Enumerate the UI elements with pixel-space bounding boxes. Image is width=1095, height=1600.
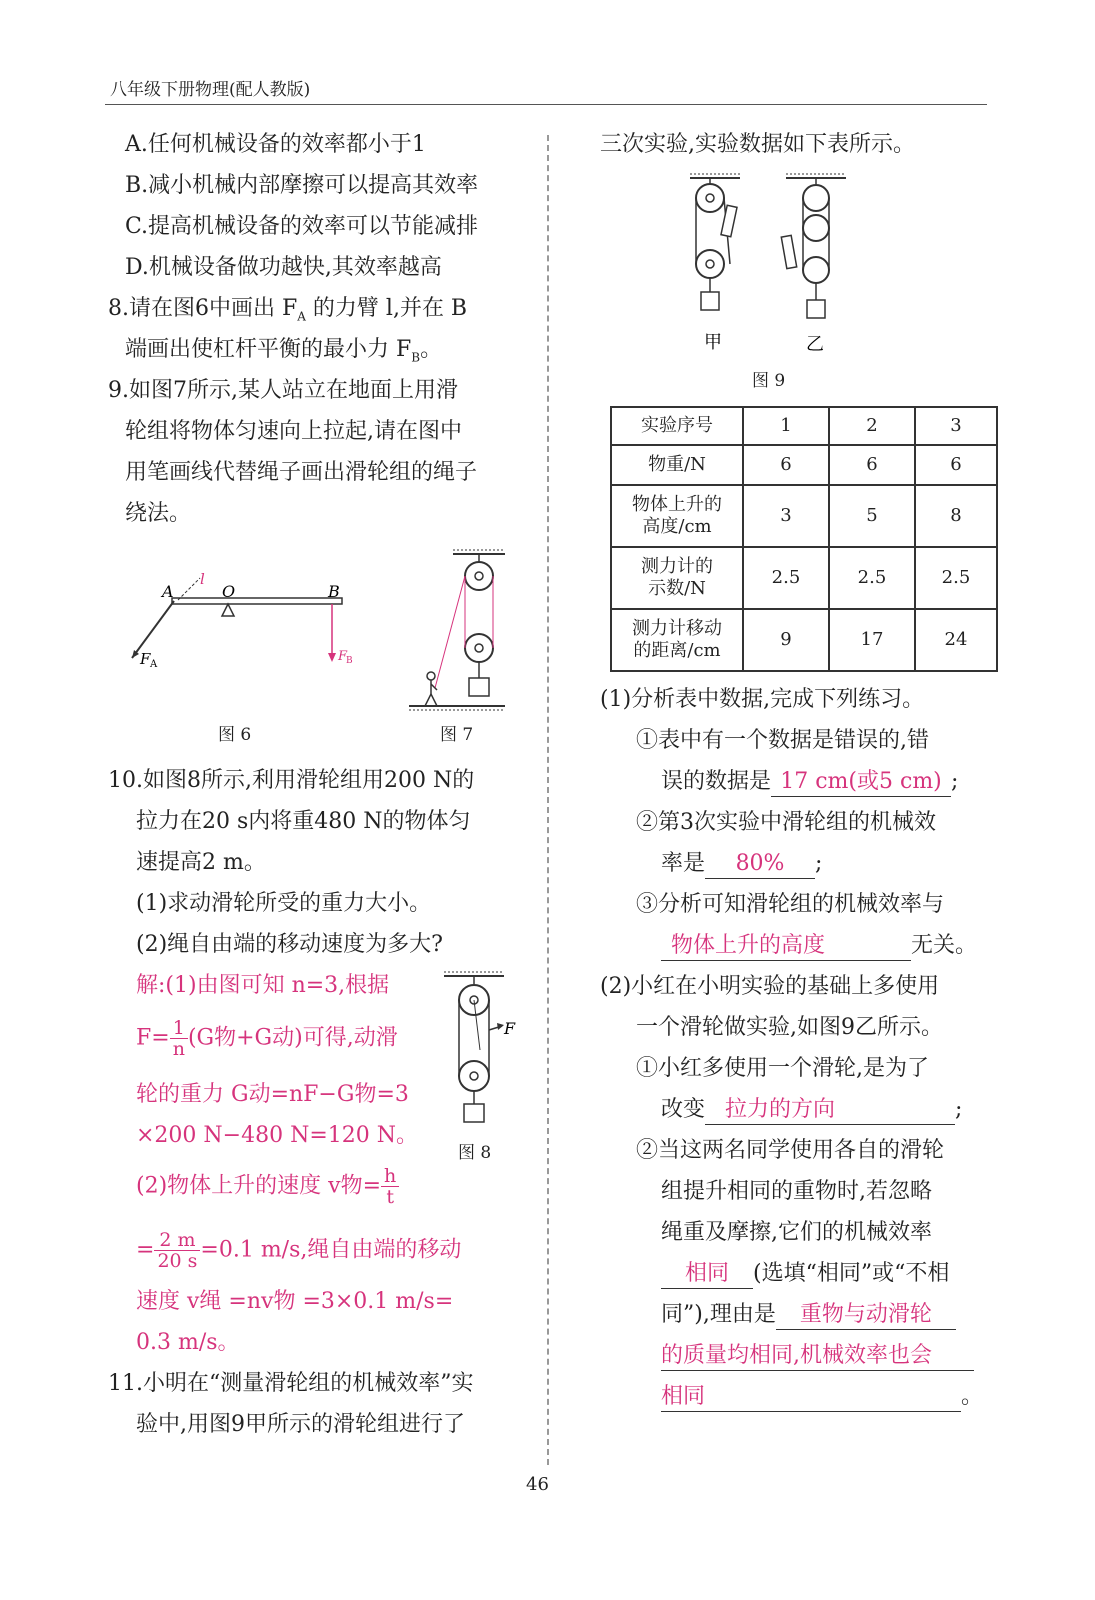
solution-line2: F= $\frac{1}{n}$ (G物+G动)可得,动滑 bbox=[136, 1017, 398, 1060]
part2-q1-line2: 改变 拉力的方向 ; bbox=[661, 1096, 962, 1125]
table-cell: 3 bbox=[743, 485, 829, 547]
column-divider bbox=[547, 135, 549, 1465]
answer-reason-part2: 的质量均相同,机械效率也会 bbox=[661, 1342, 974, 1371]
part1-q1-line1: ①表中有一个数据是错误的,错 bbox=[636, 728, 929, 753]
q11-line2: 验中,用图9甲所示的滑轮组进行了 bbox=[136, 1412, 465, 1437]
table-cell: 5 bbox=[829, 485, 915, 547]
table-cell: 2.5 bbox=[743, 547, 829, 609]
part1-q3-line1: ③分析可知滑轮组的机械效率与 bbox=[636, 892, 945, 917]
solution-line5: (2)物体上升的速度 v物= $\frac{h}{t}$ bbox=[136, 1166, 399, 1207]
part2-q2-line2: 组提升相同的重物时,若忽略 bbox=[661, 1179, 932, 1204]
figure-7-caption: 图 7 bbox=[440, 725, 474, 745]
q7-option-c: C.提高机械设备的效率可以节能减排 bbox=[125, 214, 479, 239]
answer-reason-part3: 相同 bbox=[661, 1383, 961, 1412]
table-cell: 2.5 bbox=[915, 547, 997, 609]
q7-option-b: B.减小机械内部摩擦可以提高其效率 bbox=[125, 173, 479, 198]
fig6-label-fb-sub: B bbox=[346, 656, 353, 666]
part1-q1-line2: 误的数据是 17 cm(或5 cm) ; bbox=[661, 768, 958, 797]
part1-title: (1)分析表中数据,完成下列练习。 bbox=[600, 687, 925, 712]
answer-wrong-data: 17 cm(或5 cm) bbox=[771, 768, 951, 797]
table-cell: 8 bbox=[915, 485, 997, 547]
q8-line2: 端画出使杠杆平衡的最小力 $F_B$。 bbox=[125, 337, 443, 365]
table-cell: 9 bbox=[743, 609, 829, 671]
table-row bbox=[611, 445, 997, 485]
fig6-label-a: A bbox=[162, 582, 174, 601]
q10-line1: 10.如图8所示,利用滑轮组用200 N的 bbox=[108, 768, 475, 793]
page-header: 八年级下册物理(配人教版) bbox=[110, 80, 311, 100]
table-row bbox=[611, 485, 997, 547]
q10-sub1: (1)求动滑轮所受的重力大小。 bbox=[136, 891, 432, 916]
figure-7-pulley bbox=[405, 548, 515, 716]
q10-sub2: (2)绳自由端的移动速度为多大? bbox=[136, 932, 443, 957]
figure-8-caption: 图 8 bbox=[458, 1143, 492, 1163]
table-header-cell: 实验序号 bbox=[611, 407, 743, 445]
solution-line3: 轮的重力 G动=nF−G物=3 bbox=[136, 1082, 409, 1107]
page-number: 46 bbox=[526, 1474, 549, 1495]
fig9-label-yi: 乙 bbox=[806, 334, 824, 352]
answer-reason-part1: 重物与动滑轮 bbox=[776, 1301, 956, 1330]
solution-line7: 速度 v绳 =nv物 =3×0.1 m/s= bbox=[136, 1289, 454, 1314]
solution-line6: = $\frac{2 m}{20 s}$ =0.1 m/s,绳自由端的移动 bbox=[136, 1229, 462, 1272]
table-header-row bbox=[611, 407, 997, 445]
q8-line1: 8.请在图6中画出 $F_A$ 的力臂 l,并在 B bbox=[108, 296, 468, 324]
q10-line2: 拉力在20 s内将重480 N的物体匀 bbox=[136, 809, 471, 834]
solution-line4: ×200 N−480 N=120 N。 bbox=[136, 1123, 419, 1148]
part2-q2-line7: 相同 。 bbox=[661, 1383, 983, 1412]
part1-q3-line2: 物体上升的高度 无关。 bbox=[661, 932, 977, 961]
table-row bbox=[611, 609, 997, 671]
table-cell: 物体上升的 高度/cm bbox=[611, 485, 743, 547]
q7-option-a: A.任何机械设备的效率都小于1 bbox=[125, 132, 426, 157]
answer-purpose: 拉力的方向 bbox=[705, 1096, 955, 1125]
q7-option-d: D.机械设备做功越快,其效率越高 bbox=[125, 255, 442, 280]
answer-same: 相同 bbox=[661, 1260, 753, 1289]
answer-unrelated: 物体上升的高度 bbox=[661, 932, 911, 961]
q11-line1: 11.小明在“测量滑轮组的机械效率”实 bbox=[108, 1371, 474, 1396]
table-cell: 6 bbox=[829, 445, 915, 485]
q9-line1: 9.如图7所示,某人站立在地面上用滑 bbox=[108, 378, 458, 403]
part2-q2-line4: 相同 (选填“相同”或“不相 bbox=[661, 1260, 949, 1289]
figure-9-caption: 图 9 bbox=[752, 371, 786, 391]
part2-line1: (2)小红在小明实验的基础上多使用 bbox=[600, 974, 940, 999]
q9-line3: 用笔画线代替绳子画出滑轮组的绳子 bbox=[125, 460, 478, 485]
fig6-label-fb: F bbox=[338, 649, 348, 664]
part1-q2-line1: ②第3次实验中滑轮组的机械效 bbox=[636, 810, 936, 835]
part2-q1-line1: ①小红多使用一个滑轮,是为了 bbox=[636, 1056, 929, 1081]
table-cell: 17 bbox=[829, 609, 915, 671]
part2-q2-line3: 绳重及摩擦,它们的机械效率 bbox=[661, 1220, 932, 1245]
q11-intro: 三次实验,实验数据如下表所示。 bbox=[600, 132, 915, 157]
answer-efficiency: 80% bbox=[705, 850, 815, 879]
fig6-label-l: l bbox=[200, 570, 205, 588]
table-cell: 2.5 bbox=[829, 547, 915, 609]
table-cell: 24 bbox=[915, 609, 997, 671]
fig6-label-o: O bbox=[222, 582, 236, 601]
figure-6-lever bbox=[120, 570, 360, 680]
table-header-cell: 2 bbox=[829, 407, 915, 445]
q9-line4: 绕法。 bbox=[125, 501, 192, 526]
figure-8-pulley bbox=[440, 970, 520, 1130]
part2-q2-line1: ②当这两名同学使用各自的滑轮 bbox=[636, 1138, 945, 1163]
fig6-label-fa-sub: A bbox=[150, 659, 158, 670]
fig9-label-jia: 甲 bbox=[704, 332, 722, 352]
table-cell: 测力计移动 的距离/cm bbox=[611, 609, 743, 671]
table-cell: 测力计的 示数/N bbox=[611, 547, 743, 609]
q9-line2: 轮组将物体匀速向上拉起,请在图中 bbox=[125, 419, 462, 444]
table-row bbox=[611, 547, 997, 609]
fig6-label-b: B bbox=[328, 582, 340, 601]
part1-q2-line2: 率是 80% ; bbox=[661, 850, 822, 879]
table-cell: 6 bbox=[743, 445, 829, 485]
fig8-label-f: F bbox=[504, 1019, 516, 1038]
experiment-table bbox=[610, 406, 998, 672]
table-header-cell: 3 bbox=[915, 407, 997, 445]
table-cell: 物重/N bbox=[611, 445, 743, 485]
part2-q2-line5: 同”),理由是 重物与动滑轮 bbox=[661, 1301, 956, 1330]
table-header-cell: 1 bbox=[743, 407, 829, 445]
figure-9-pulleys bbox=[680, 172, 860, 352]
solution-line8: 0.3 m/s。 bbox=[136, 1330, 240, 1355]
table-cell: 6 bbox=[915, 445, 997, 485]
figure-6-caption: 图 6 bbox=[218, 725, 252, 745]
header-rule bbox=[105, 104, 987, 105]
part2-line2: 一个滑轮做实验,如图9乙所示。 bbox=[636, 1015, 943, 1040]
q10-line3: 速提高2 m。 bbox=[136, 850, 266, 875]
solution-line1: 解:(1)由图可知 n=3,根据 bbox=[136, 973, 390, 998]
fig6-label-fa: F bbox=[140, 650, 151, 668]
